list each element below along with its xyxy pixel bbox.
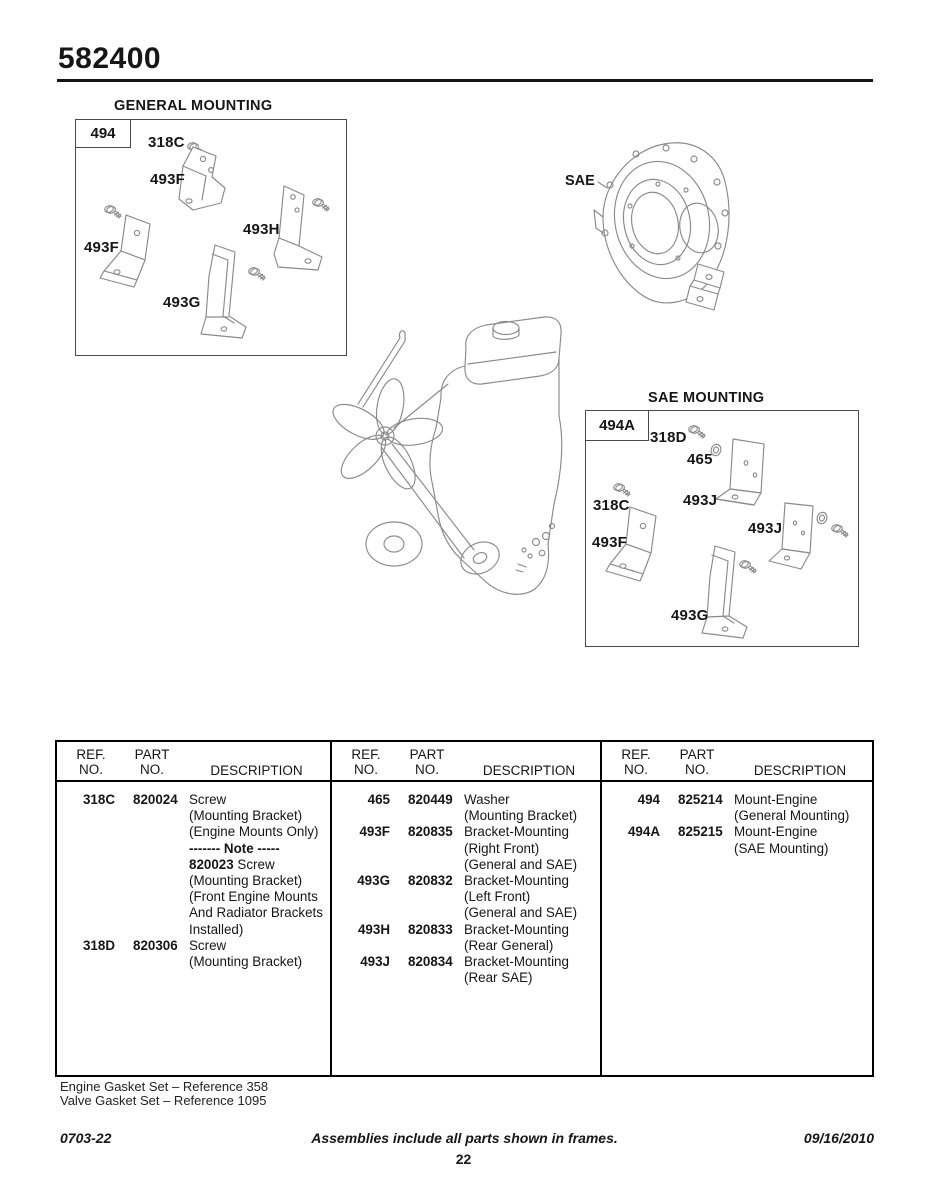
description-line: (Mounting Bracket): [464, 808, 578, 824]
description-line: Screw: [189, 792, 227, 807]
parts-table-column: [57, 742, 332, 1075]
table-row: [342, 824, 596, 873]
callout-318c-sae: 318C: [593, 497, 630, 514]
doc-code: 0703-22: [60, 1130, 112, 1146]
parts-table-body: [332, 782, 600, 986]
header-rule: [57, 79, 873, 82]
description-line: (Engine Mounts Only): [189, 824, 319, 840]
table-row: [612, 792, 868, 824]
table-row: [342, 792, 596, 824]
description: [189, 938, 326, 970]
table-row: [67, 938, 326, 970]
gasket-notes: [60, 1080, 268, 1108]
table-row: [67, 792, 326, 938]
description-line: Bracket-Mounting: [464, 824, 569, 840]
ref-no-header: REF.: [76, 747, 106, 762]
table-row: [342, 873, 596, 922]
part-no-header: PART: [679, 747, 715, 762]
ref-no: 318D: [82, 937, 115, 953]
description-line: Mount-Engine: [734, 792, 818, 807]
callout-465: 465: [687, 451, 713, 468]
callout-493g-general: 493G: [163, 294, 201, 311]
ref-no: 318C: [82, 792, 115, 807]
frame-ref-badge: [76, 120, 131, 148]
description-line: (Rear SAE): [464, 970, 533, 986]
sae-mounting-frame: [585, 410, 859, 647]
parts-table-body: [57, 782, 330, 970]
description-line: Bracket-Mounting: [464, 921, 569, 937]
callout-493j-mid: 493J: [683, 492, 718, 509]
description-line: (General Mounting): [734, 808, 850, 824]
description-line: (Mounting Bracket): [189, 808, 303, 824]
description-line: Screw: [189, 937, 227, 953]
general-mounting-title: GENERAL MOUNTING: [114, 98, 273, 114]
table-row: [342, 954, 596, 986]
callout-493j-right: 493J: [748, 520, 783, 537]
description-header: DESCRIPTION: [210, 763, 303, 778]
description: [464, 954, 596, 986]
table-row: [342, 922, 596, 954]
description-line: And Radiator Brackets: [189, 905, 323, 921]
description-header: DESCRIPTION: [753, 763, 847, 778]
page-number: 22: [455, 1151, 472, 1167]
frame-ref-label: 494A: [599, 417, 635, 434]
engine-illustration: [328, 306, 590, 606]
callout-493f-top: 493F: [150, 171, 185, 188]
part-no: 825215: [678, 824, 723, 840]
description: [734, 792, 868, 824]
callout-493h: 493H: [243, 221, 280, 238]
parts-table-header: REF. NO. PART NO. DESCRIPTION: [57, 742, 330, 782]
description-line: (Front Engine Mounts: [189, 889, 318, 905]
sae-mounting-title: SAE MOUNTING: [648, 390, 765, 406]
description-line: 820023 Screw: [189, 856, 275, 872]
sae-housing-illustration: [592, 138, 752, 316]
sae-view-label: SAE: [565, 173, 595, 189]
description-line: (Rear General): [464, 937, 554, 953]
callout-318d: 318D: [650, 429, 687, 446]
general-mounting-illustration: [76, 120, 344, 353]
callout-493f-sae: 493F: [592, 534, 627, 551]
description-line: (Mounting Bracket): [189, 873, 303, 889]
part-no-header: PART: [134, 747, 170, 762]
callout-493g-sae: 493G: [671, 607, 709, 624]
page-title: 582400: [58, 42, 162, 75]
part-no-header: PART: [409, 747, 445, 762]
description-line: Washer: [464, 792, 510, 807]
general-mounting-frame: [75, 119, 347, 356]
part-no: 820024: [133, 792, 178, 807]
description-line: (General and SAE): [464, 905, 578, 921]
description: [189, 792, 326, 938]
description: [464, 824, 596, 873]
description-line: Bracket-Mounting: [464, 954, 569, 970]
description-line: Bracket-Mounting: [464, 873, 569, 889]
parts-table-header: REF. NO. PART NO. DESCRIPTION: [332, 742, 600, 782]
description-line: Installed): [189, 921, 244, 937]
description-line: (SAE Mounting): [734, 840, 829, 856]
part-no: 820835: [408, 824, 453, 840]
description-line: (General and SAE): [464, 856, 578, 872]
description: [464, 873, 596, 922]
ref-no: 493J: [360, 954, 390, 970]
ref-no-header: REF.: [351, 747, 381, 762]
ref-no: 494: [637, 792, 660, 807]
frames-note: Assemblies include all parts shown in frames.: [311, 1130, 618, 1146]
frame-ref-badge: [586, 411, 649, 441]
ref-no: 493H: [357, 921, 390, 937]
parts-table-body: [602, 782, 872, 857]
description: [734, 824, 868, 856]
description-line: Mount-Engine: [734, 824, 818, 840]
parts-table-column: [602, 742, 872, 1075]
ref-no: 465: [367, 792, 390, 807]
doc-date: 09/16/2010: [803, 1130, 874, 1146]
description-line: (Mounting Bracket): [189, 954, 303, 970]
part-no: 820449: [408, 792, 453, 807]
callout-493f-left: 493F: [84, 239, 119, 256]
description-header: DESCRIPTION: [482, 763, 576, 778]
frame-ref-label: 494: [90, 125, 116, 142]
description-line: (Left Front): [464, 889, 531, 905]
page-footer: [55, 1130, 874, 1148]
ref-no: 493F: [359, 824, 390, 840]
callout-318c-general: 318C: [148, 134, 185, 151]
description: [464, 922, 596, 954]
part-no: 825214: [678, 792, 723, 807]
engine-gasket-note: Engine Gasket Set – Reference 358: [60, 1079, 269, 1094]
part-no: 820306: [133, 937, 178, 953]
ref-no-header: REF.: [621, 747, 651, 762]
part-no: 820834: [408, 954, 453, 970]
parts-table-column: [332, 742, 602, 1075]
ref-no: 493G: [357, 873, 390, 889]
ref-no: 494A: [627, 824, 660, 840]
sae-mounting-illustration: [586, 411, 856, 644]
parts-table: [55, 740, 874, 1077]
description-line: ------- Note -----: [189, 840, 280, 856]
parts-table-header: REF. NO. PART NO. DESCRIPTION: [602, 742, 872, 782]
description-line: (Right Front): [464, 840, 540, 856]
part-no: 820833: [408, 921, 453, 937]
table-row: [612, 824, 868, 856]
valve-gasket-note: Valve Gasket Set – Reference 1095: [60, 1093, 267, 1108]
description: [464, 792, 596, 824]
part-no: 820832: [408, 873, 453, 889]
